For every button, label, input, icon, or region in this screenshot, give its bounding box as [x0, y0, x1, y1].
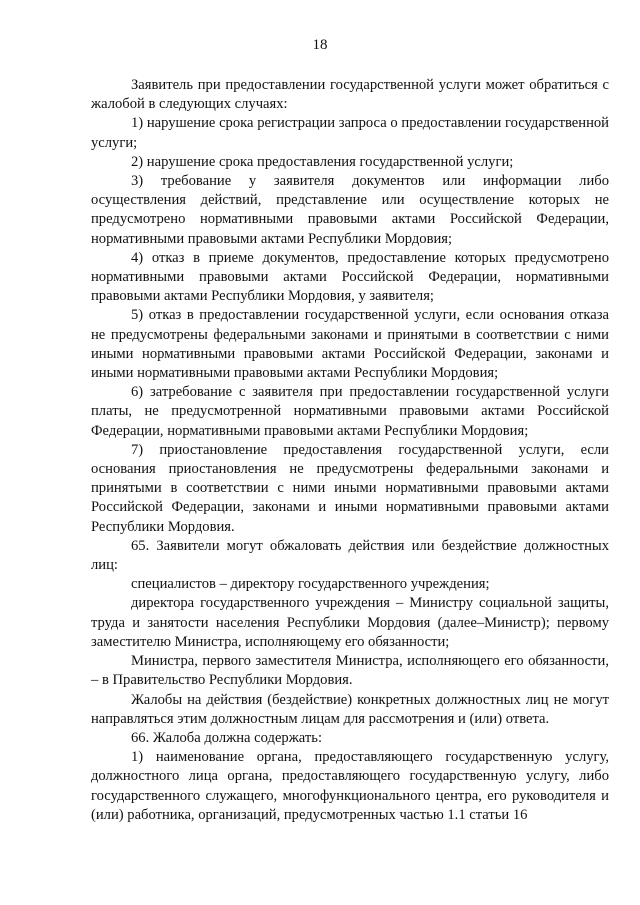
paragraph-complaints-note: Жалобы на действия (бездействие) конкретных должностных лиц не могут направляться этим должностным лицам для рассмотрения и (или) ответа.	[91, 691, 609, 727]
paragraph-item-2: 2) нарушение срока предоставления государственной услуги;	[131, 153, 514, 170]
paragraph-item-3: 3) требование у заявителя документов или информации либо осуществления действий, представление или осуществление которых не предусмотрено нормативными правовыми актами Российской Федерации, нормативными правовыми актами Республики Мордовия;	[91, 173, 609, 247]
paragraph-clause-66: 66. Жалоба должна содержать:	[131, 729, 322, 746]
paragraph-intro: Заявитель при предоставлении государственной услуги может обратиться с жалобой в следующих случаях:	[91, 77, 609, 113]
paragraph-clause-66-item-1: 1) наименование органа, предоставляющего государственную услугу, должностного лица органа, предоставляющего государственную услугу, либо государственного служащего, многофункционального центра, его руководителя и (или) работника, организаций, предусмотренных частью 1.1 статьи 16	[91, 749, 609, 823]
paragraph-item-7: 7) приостановление предоставления государственной услуги, если основания приостановления не предусмотрены федеральными законами и принятыми в соответствии с ними иными нормативными правовыми актами Российской Федерации, законами и иными нормативными правовыми актами Республики Мордовия.	[91, 441, 609, 535]
paragraph-item-4: 4) отказ в приеме документов, предоставление которых предусмотрено нормативными правовыми актами Российской Федерации, нормативными правовыми актами Республики Мордовия, у заявителя;	[91, 249, 609, 305]
paragraph-minister: Министра, первого заместителя Министра, исполняющего его обязанности, – в Правительство Республики Мордовия.	[91, 653, 609, 689]
paragraph-item-6: 6) затребование с заявителя при предоставлении государственной услуги платы, не предусмотренной нормативными правовыми актами Российской Федерации, нормативными правовыми актами Республики Мордовия;	[91, 384, 609, 439]
paragraph-director: директора государственного учреждения – Министру социальной защиты, труда и занятости населения Республики Мордовия (далее–Министр); первому заместителю Министра, исполняющему его обязанности;	[91, 595, 609, 650]
paragraph-item-1: 1) нарушение срока регистрации запроса о предоставлении государственной услуги;	[91, 115, 609, 151]
page-number: 18	[312, 37, 328, 53]
document-body	[91, 76, 609, 825]
paragraph-clause-65: 65. Заявители могут обжаловать действия или бездействие должностных лиц:	[91, 537, 609, 574]
paragraph-item-5: 5) отказ в предоставлении государственной услуги, если основания отказа не предусмотрены федеральными законами и принятыми в соответствии с ними иными нормативными правовыми актами Российской Федерации, законами и иными нормативными правовыми актами Республики Мордовия;	[91, 307, 609, 382]
paragraph-specialists: специалистов – директору государственного учреждения;	[131, 576, 490, 593]
